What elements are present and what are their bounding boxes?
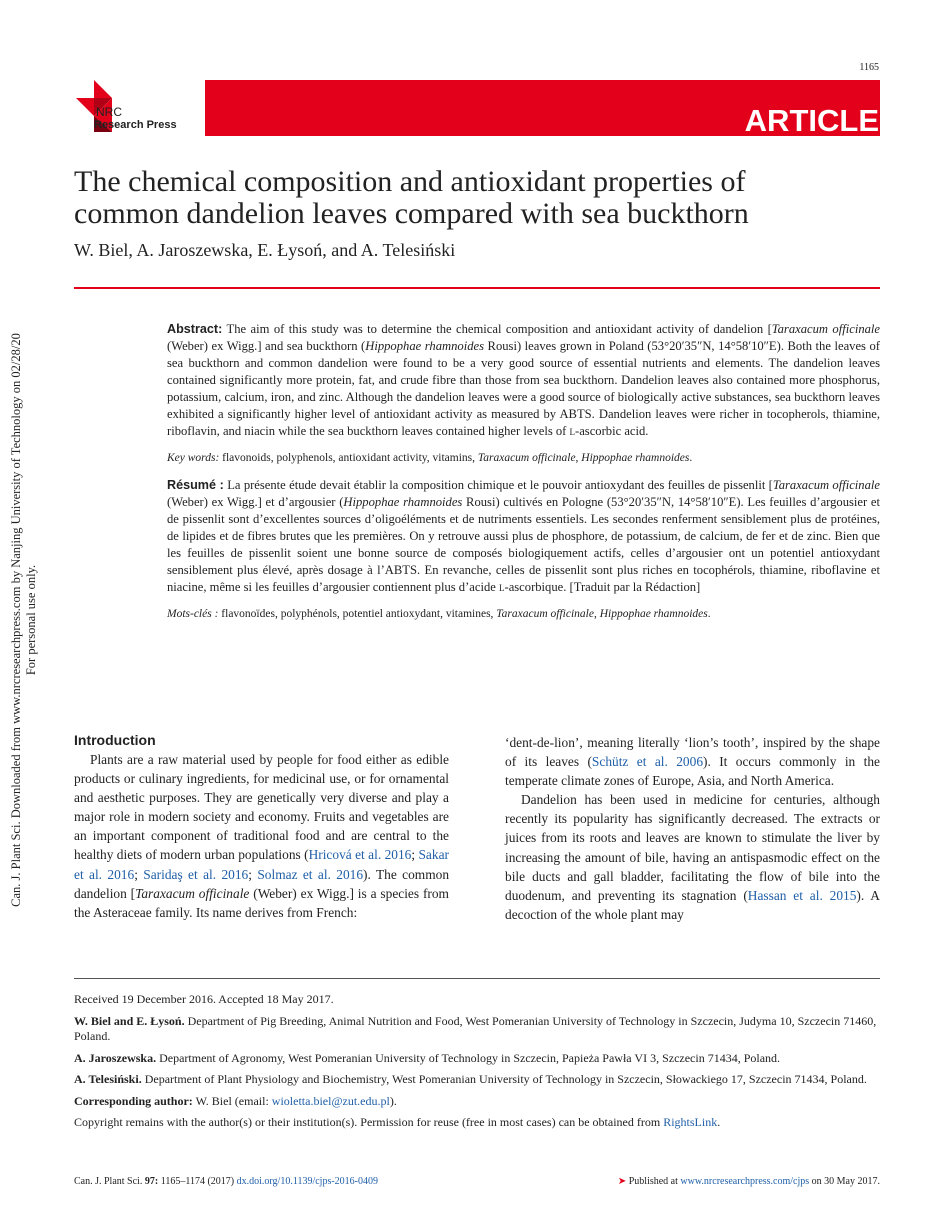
authors: W. Biel, A. Jaroszewska, E. Łysoń, and A. Telesiński	[74, 240, 456, 260]
resume	[167, 477, 880, 597]
citation-sep: ;	[411, 847, 419, 863]
mots-cles-species: Taraxacum officinale	[496, 608, 594, 620]
mots-cles-species: Hippophae rhamnoides	[599, 608, 708, 620]
abstract-text: The aim of this study was to determine the chemical composition and antioxidant activity of dandelion [	[222, 322, 772, 336]
download-notice-line2: For personal use only.	[24, 564, 38, 676]
download-notice	[4, 260, 44, 980]
body-column-right	[505, 733, 880, 924]
affiliation-authors: A. Telesiński.	[74, 1072, 142, 1086]
citation-link[interactable]: Solmaz et al. 2016	[257, 866, 364, 882]
keywords-end: .	[689, 452, 693, 464]
citation-link[interactable]: Hricová et al. 2016	[308, 847, 412, 863]
citation-link[interactable]: Sakar et al. 2016	[74, 847, 449, 882]
abstract-text: -ascorbic acid.	[575, 424, 649, 438]
corresponding-end: ).	[389, 1093, 397, 1108]
paragraph-text: Plants are a raw material used by people for food either as edible products or culinary ingredients, for medicinal use, or for ornamental and aesthetic purposes. They are genetically very diverse and play a major role in modern society and economy. Fruits and vegetables are an important component of traditional food and are central to the healthy diets of modern urban populations (	[74, 752, 449, 863]
article-title	[74, 166, 874, 230]
nrc-logo	[74, 80, 194, 140]
paragraph-text: Dandelion has been used in medicine for centuries, although recently its popularity has significantly decreased. The extracts or juices from its roots and leaves are known to stimulate the liver by increasing the amount of bile, having an antispasmodic effect on the bile ducts and gall bladder, facilitating the flow of bile into the duodenum, and preventing its stagnation (	[505, 792, 880, 903]
corresponding-text: W. Biel (email:	[192, 1093, 272, 1108]
abstract-species: Hippophae rhamnoides	[365, 339, 484, 353]
citation-sep: ;	[248, 866, 258, 882]
citation-link[interactable]: Saridaş et al. 2016	[143, 866, 249, 882]
body-column-left	[74, 731, 449, 922]
published-date: on 30 May 2017.	[809, 1176, 880, 1187]
keywords-species: Taraxacum officinale	[477, 452, 576, 464]
publisher-name	[94, 106, 177, 132]
corresponding-label: Corresponding author:	[74, 1093, 193, 1108]
abstract-text: (Weber) ex Wigg.] and sea buckthorn (	[167, 339, 366, 353]
paragraph-text: ). A decoction of the whole plant may	[505, 887, 880, 922]
abstract-species: Taraxacum officinale	[771, 322, 880, 336]
resume-text: -ascorbique. [Traduit par la Rédaction]	[504, 580, 701, 594]
published-info	[618, 1176, 880, 1187]
abstract	[167, 321, 880, 441]
paragraph-text: ‘dent-de-lion’, meaning literally ‘lion’s tooth’, inspired by the shape of its leaves (	[505, 735, 880, 770]
paragraph	[505, 790, 880, 924]
paragraph	[505, 733, 880, 790]
affiliation-text: Department of Agronomy, West Pomeranian University of Technology in Szczecin, Papieża Pawła VI 3, Szczecin 71434, Poland.	[156, 1050, 781, 1065]
journal-volume: 97:	[144, 1176, 159, 1187]
page-number: 1165	[859, 62, 879, 73]
resume-species: Hippophae rhamnoides	[343, 495, 463, 509]
title-divider	[74, 287, 880, 289]
affiliation	[74, 1051, 880, 1067]
citation-sep: ;	[134, 866, 144, 882]
doi-link[interactable]: dx.doi.org/10.1139/cjps-2016-0409	[236, 1176, 378, 1187]
footnote-divider	[74, 978, 880, 979]
affiliation-text: Department of Plant Physiology and Biochemistry, West Pomeranian University of Technology in Szczecin, Słowackiego 17, Szczecin 71434, Poland.	[141, 1072, 867, 1086]
affiliation	[74, 1014, 880, 1045]
copyright-text: Copyright remains with the author(s) or their institution(s). Permission for reuse (free in most cases) can be obtained from	[74, 1115, 664, 1129]
resume-species: Taraxacum officinale	[772, 478, 880, 492]
affiliation-authors: A. Jaroszewska.	[74, 1050, 157, 1065]
species-name: Taraxacum officinale	[135, 885, 250, 901]
resume-text: Rousi) cultivés en Pologne (53°20′35″N, 14°58′10″E). Les feuilles d’argousier et de pissenlit sont d’excellentes sources d’oligoéléments et de nutriments essentiels. Les secondes renferment sensiblement plus de protéines, de lipides et de fibres brutes que les premières. On y retrouve aussi plus de phosphore, de potassium, de calcium, de fer et de zinc. Bien que les feuilles de pissenlit soient une bonne source de composés biologiquement actifs, celles d’argousier ont un potentiel antioxydant sensiblement plus élevé, après dosage à l’ABTS. En revanche, celles de pissenlit sont plus riches en tocophérols, thiamine, riboflavine et niacine, même si les feuilles d’argousier contiennent plus d’acide	[167, 495, 881, 594]
copyright	[74, 1115, 880, 1131]
section-heading-introduction: Introduction	[74, 732, 156, 748]
affiliation-authors: W. Biel and E. Łysoń.	[74, 1013, 185, 1028]
abstract-smallcap: L	[569, 427, 576, 437]
paragraph-text: ). It occurs commonly in the temperate climate zones of Europe, Asia, and North America.	[505, 754, 880, 789]
rightslink-link[interactable]: RightsLink	[663, 1115, 718, 1129]
paragraph-text: (Weber) ex Wigg.] is a species from the Asteraceae family. Its name derives from French:	[74, 885, 449, 920]
paragraph-text: ). The common dandelion [	[74, 866, 450, 901]
corresponding-author	[74, 1094, 880, 1110]
resume-smallcap: L	[499, 583, 505, 593]
title-line-2: common dandelion leaves compared with sea buckthorn	[74, 197, 749, 230]
resume-text: (Weber) ex Wigg.] et d’argousier (	[167, 495, 344, 509]
resume-text: La présente étude devait établir la composition chimique et le pouvoir antioxydant des feuilles de pissenlit [	[223, 478, 773, 492]
mots-cles-sep: ,	[593, 608, 600, 620]
section-label: ARTICLE	[744, 103, 879, 138]
arrow-icon: ➤	[617, 1176, 627, 1187]
download-notice-line1: Can. J. Plant Sci. Downloaded from www.nrcresearchpress.com by Nanjing University of Technology on 02/28/20	[9, 333, 23, 907]
journal-name: Can. J. Plant Sci.	[74, 1176, 145, 1187]
citation-link[interactable]: Schütz et al. 2006	[591, 754, 704, 770]
keywords-text: flavonoids, polyphenols, antioxidant activity, vitamins,	[219, 452, 478, 464]
page-footer	[74, 1176, 880, 1187]
publisher-line2: Research Press	[94, 119, 177, 131]
abstract-block	[167, 321, 880, 623]
keywords	[167, 450, 880, 467]
abstract-text: Rousi) leaves grown in Poland (53°20′35″N, 14°58′10″E). Both the leaves of sea buckthorn and common dandelion were found to be a very good source of essential nutrients and elements. The dandelion leaves contained significantly more protein, fat, and crude fibre than those from sea buckthorn. Dandelion leaves also contained more phosphorus, potassium, calcium, iron, and zinc. Although the dandelion leaves were a good source of biologically active substances, sea buckthorn leaves exhibited a significantly higher level of antioxidant activity as measured by ABTS. Dandelion leaves were richer in tocopherols, thiamine, riboflavin, and niacin while the sea buckthorn leaves contained higher levels of	[167, 339, 880, 438]
mots-cles	[167, 606, 880, 623]
received-date: Received 19 December 2016. Accepted 18 May 2017.	[74, 992, 334, 1006]
publisher-line1: NRC	[96, 105, 122, 119]
mots-cles-text: flavonoïdes, polyphénols, potentiel antioxydant, vitamines,	[218, 608, 497, 620]
mots-cles-label: Mots-clés :	[167, 608, 219, 620]
mots-cles-end: .	[707, 608, 711, 620]
published-text: Published at	[628, 1176, 681, 1187]
journal-url-link[interactable]: www.nrcresearchpress.com/cjps	[680, 1176, 810, 1187]
keywords-species: Hippophae rhamnoides	[581, 452, 690, 464]
journal-pages: 1165–1174 (2017)	[158, 1176, 237, 1187]
resume-label: Résumé :	[167, 478, 224, 492]
article-notes	[74, 992, 880, 1137]
journal-citation	[74, 1176, 378, 1187]
citation-link[interactable]: Hassan et al. 2015	[747, 887, 857, 903]
keywords-label: Key words:	[167, 452, 220, 464]
affiliation	[74, 1072, 880, 1088]
keywords-sep: ,	[575, 452, 582, 464]
copyright-end: .	[717, 1115, 721, 1129]
paragraph	[74, 750, 449, 922]
title-line-1: The chemical composition and antioxidant properties of	[74, 165, 746, 198]
email-link[interactable]: wioletta.biel@zut.edu.pl	[271, 1093, 390, 1108]
affiliation-text: Department of Pig Breeding, Animal Nutrition and Food, West Pomeranian University of Technology in Szczecin, Judyma 10, Szczecin 71460, Poland.	[74, 1013, 877, 1043]
abstract-label: Abstract:	[167, 322, 223, 336]
